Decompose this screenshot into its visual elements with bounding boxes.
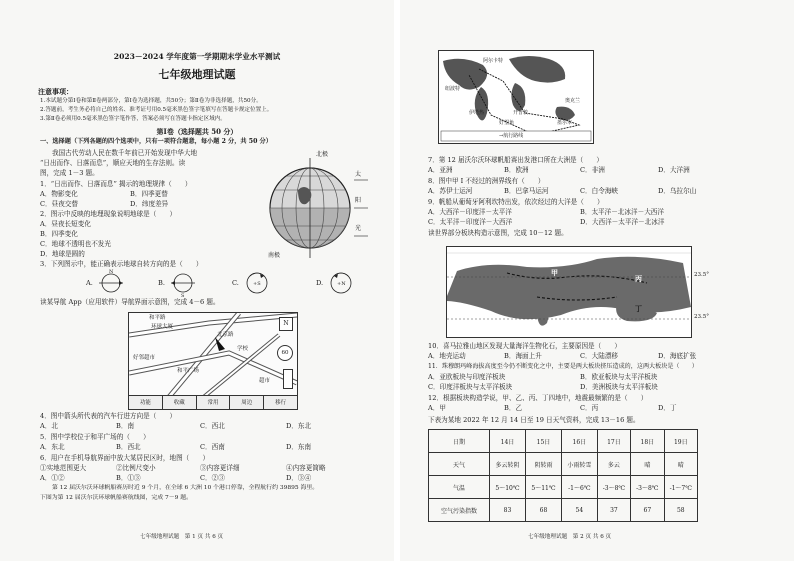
q9-option-c: C．太平洋－印度洋－大西洋 — [428, 218, 513, 226]
q11-option-d: D．美洲板块与太平洋板块 — [580, 383, 658, 391]
map-label-auckland: 奥克兰 — [565, 98, 581, 104]
q8-option-c: C．白令海峡 — [580, 187, 619, 195]
table-cell: 37 — [597, 499, 630, 522]
q12-stem: 12．根据板块构造学说，甲、乙、丙、丁四地中，地震最频繁的是（ ） — [428, 394, 648, 402]
plate-label-bing: 丙 — [635, 274, 642, 283]
q3-option-a-label: A. — [86, 279, 93, 287]
place-label-supermarket: 超市 — [259, 378, 271, 384]
q5-option-d: D．东南 — [286, 443, 312, 451]
map-label-cape-of-good-hope: 好望角 — [499, 120, 515, 126]
q1-option-b: B．四季更替 — [130, 190, 168, 198]
speed-limit-sign: 60 — [277, 345, 293, 361]
q8-option-b: B．巴拿马运河 — [504, 187, 549, 195]
q8-option-d: D．乌拉尔山 — [658, 187, 697, 195]
q1-option-d: D．纬度差异 — [130, 200, 169, 208]
map-label-cape-town: 开普敦 — [513, 110, 529, 116]
q11-option-c: C．印度洋板块与太平洋板块 — [428, 383, 513, 391]
q7-option-b: B．欧洲 — [504, 166, 529, 174]
q9-option-d: D．大西洋－太平洋－北冰洋 — [580, 218, 665, 226]
navigation-map — [128, 312, 298, 410]
q5-stem: 5．图中学校位于和平广场的（ ） — [40, 433, 150, 441]
q4-option-a: A．北 — [40, 422, 58, 430]
table-header-cell: 18日 — [631, 430, 664, 453]
q11-stem: 11．珠穆朗玛峰海拔高度至今仍不断变化之中，主要是两大板块挤压造成的，这两大板块是（ ） — [428, 363, 698, 370]
q10-option-c: C．大陆漂移 — [580, 352, 619, 360]
map-legend: →航行路线 — [499, 133, 524, 139]
q10-stem: 10．喜马拉雅山地区发现大量海洋生物化石，主要原因是（ ） — [428, 342, 622, 350]
q5-option-c: C．西南 — [200, 443, 225, 451]
q3-option-b-label: B. — [158, 279, 165, 287]
map-label-itajai: 伊塔热 — [469, 110, 485, 116]
zoom-control[interactable] — [283, 369, 293, 389]
notice-3: 3.第Ⅱ卷必须用0.5毫米黑色签字笔作答，答案必须写在答题卡指定区域内。 — [40, 116, 226, 122]
road-label-beijing: 北京路 — [217, 332, 234, 338]
map-button-common[interactable]: 常用 — [197, 396, 231, 410]
table-cell: 阴转雨 — [525, 453, 561, 476]
intro-line-3: 图，完成 1－3 题。 — [40, 169, 99, 177]
place-label-school: 学校 — [237, 346, 249, 352]
svg-text:N: N — [109, 269, 114, 275]
weather-intro: 下表为某地 2022 年 12 月 14 日至 19 日天气资料，完成 13－16 题。 — [428, 416, 640, 424]
table-cell: 小雨转雪 — [561, 453, 597, 476]
q4-option-d: D．东北 — [286, 422, 312, 430]
q3-rotation-diagram-b — [168, 268, 198, 298]
q2-stem: 2．图示中反映的地理现象说明地球是（ ） — [40, 210, 177, 218]
q7-stem: 7．第 12 届沃尔沃环球帆船赛出发港口所在大洲是（ ） — [428, 156, 604, 164]
svg-text:S: S — [181, 293, 185, 298]
globe-figure — [258, 150, 370, 262]
table-cell: 68 — [525, 499, 561, 522]
map-label-melbourne: 墨尔本 — [557, 120, 573, 126]
table-header-cell: 15日 — [525, 430, 561, 453]
table-row — [429, 476, 698, 499]
weather-table — [428, 429, 698, 522]
svg-text:+N: +N — [337, 281, 346, 287]
exam-page-2 — [400, 0, 794, 561]
q6-option-d: D．③④ — [286, 474, 312, 482]
q7-option-c: C．非洲 — [580, 166, 605, 174]
latitude-label-south: 23.5° — [694, 314, 709, 320]
q10-option-b: B．海面上升 — [504, 352, 542, 360]
table-cell: 空气污染指数 — [429, 499, 490, 522]
globe-label-sun-3: 光 — [355, 225, 362, 232]
table-header-cell: 14日 — [490, 430, 526, 453]
notice-title: 注意事项： — [38, 87, 73, 96]
table-row — [429, 430, 698, 453]
q5-option-a: A．东北 — [40, 443, 65, 451]
table-cell: 天气 — [429, 453, 490, 476]
table-header-cell: 19日 — [664, 430, 697, 453]
globe-label-south-pole: 南极 — [268, 252, 281, 259]
q7-intro-line-2: 下图为第 12 届沃尔沃环球帆船赛航线图，完成 7－9 题。 — [40, 495, 193, 501]
page-1-footer: 七年级地理试题 第 1 页 共 6 页 — [140, 534, 224, 540]
latitude-label-north: 23.5° — [694, 272, 709, 278]
intro-line-1: 我国古代劳动人民在数千年前已开始发现中华大地 — [52, 149, 198, 157]
q12-option-b: B．乙 — [504, 404, 523, 412]
sailing-route-map — [438, 50, 594, 144]
table-row — [429, 499, 698, 522]
exam-page-1 — [0, 0, 394, 561]
place-label-huanqiu-tower: 环球大厦 — [151, 324, 174, 330]
compass-icon: N — [279, 317, 293, 331]
table-cell: 晴 — [664, 453, 697, 476]
plate-intro: 读世界部分板块构造示意图，完成 10－12 题。 — [428, 229, 568, 237]
q4-option-c: C．西北 — [200, 422, 225, 430]
page-2-footer: 七年级地理试题 第 2 页 共 6 页 — [528, 534, 612, 540]
q1-option-a: A．物影变化 — [40, 190, 78, 198]
q8-option-a: A．苏伊士运河 — [428, 187, 473, 195]
map-button-nearby[interactable]: 周边 — [230, 396, 264, 410]
table-cell: -3～8℃ — [597, 476, 630, 499]
q7-intro-line-1: 第 12 届沃尔沃环球帆船赛历时近 9 个月，在全球 6 大洲 10 个港口停靠，全程航行约 39895 海里。 — [52, 485, 319, 491]
q6-statement-4: ④内容更简略 — [286, 464, 326, 472]
q11-option-b: B．欧亚板块与太平洋板块 — [580, 373, 658, 381]
table-cell: -3～8℃ — [631, 476, 664, 499]
q8-stem: 8．图中甲 I 不经过的洲界线有（ ） — [428, 177, 545, 185]
road-label-heping: 和平路 — [149, 315, 166, 321]
globe-label-north-pole: 北极 — [316, 151, 329, 158]
q7-option-d: D．大洋洲 — [658, 166, 690, 174]
nav-intro: 读某导航 App（应用软件）导航界面示意图，完成 4－6 题。 — [40, 298, 220, 306]
q6-statement-2: ②比例尺变小 — [116, 464, 156, 472]
q2-option-a: A．昼夜长短变化 — [40, 220, 91, 228]
plate-label-jia: 甲 — [551, 268, 558, 277]
q12-option-a: A．甲 — [428, 404, 446, 412]
table-row — [429, 453, 698, 476]
table-header-cell: 17日 — [597, 430, 630, 453]
plate-label-yi: 乙 — [569, 254, 576, 263]
q6-statement-1: ①实地范围更大 — [40, 464, 87, 472]
q3-rotation-diagram-c — [242, 268, 272, 298]
map-button-favorite[interactable]: 收藏 — [163, 396, 197, 410]
globe-label-sun-1: 太 — [355, 171, 362, 178]
table-cell: 54 — [561, 499, 597, 522]
q7-option-a: A．亚洲 — [428, 166, 453, 174]
q3-rotation-diagram-a — [96, 268, 126, 298]
q6-stem: 6．用户在手机导航界面中放大某居民区时，地图（ ） — [40, 454, 210, 462]
part1-heading: 第Ⅰ卷（选择题共 50 分） — [156, 127, 238, 136]
q9-stem: 9．帆船从葡萄牙阿利坎特出发，依次经过的大洋是（ ） — [428, 198, 604, 206]
table-cell: 5～11℃ — [525, 476, 561, 499]
table-cell: -1～7℃ — [664, 476, 697, 499]
exam-title: 七年级地理试题 — [158, 68, 236, 81]
place-label-heping-square: 和平广场 — [177, 368, 200, 374]
table-cell: 多云转阴 — [490, 453, 526, 476]
section1-heading: 一、选择题（下列各题的四个选项中，只有一项符合题意，每小题 2 分，共 50 分） — [40, 138, 272, 145]
q6-option-c: C．②③ — [200, 474, 225, 482]
table-cell: 83 — [490, 499, 526, 522]
notice-1: 1.本试题分第Ⅰ卷和第Ⅱ卷两部分，第Ⅰ卷为选择题，共50分；第Ⅱ卷为非选择题，共50分。 — [40, 98, 262, 104]
q11-option-a: A．亚欧板块与印度洋板块 — [428, 373, 506, 381]
q3-rotation-diagram-d — [326, 268, 356, 298]
map-button-function[interactable]: 功能 — [129, 396, 163, 410]
q12-option-d: D．丁 — [658, 404, 677, 412]
plate-map — [446, 246, 692, 338]
table-cell: 气温 — [429, 476, 490, 499]
q1-stem: 1．“日出而作、日落而息” 揭示的地理规律（ ） — [40, 180, 192, 188]
q3-option-c-label: C. — [232, 279, 239, 287]
map-label-newport: 纽波特 — [445, 86, 461, 92]
table-cell: -1～6℃ — [561, 476, 597, 499]
q2-option-c: C．地球不透明也不发光 — [40, 240, 111, 248]
place-label-haolinju-market: 好邻超市 — [133, 355, 156, 361]
svg-text:+S: +S — [253, 281, 261, 287]
notice-2: 2.答题前，考生务必将自己的姓名、准考证号用0.5毫米黑色签字笔填写在答题卡规定位置上。 — [40, 107, 273, 113]
map-button-move[interactable]: 移行 — [275, 400, 287, 406]
q4-option-b: B．南 — [116, 422, 135, 430]
table-cell: 5～10℃ — [490, 476, 526, 499]
q6-option-a: A．①② — [40, 474, 65, 482]
globe-label-sun-2: 阳 — [355, 197, 362, 204]
table-header-cell: 16日 — [561, 430, 597, 453]
table-cell: 58 — [664, 499, 697, 522]
q1-option-c: C．昼夜交替 — [40, 200, 79, 208]
q6-statement-3: ③内容更详细 — [200, 464, 240, 472]
world-map-drawing — [439, 51, 593, 143]
q10-option-d: D．海底扩张 — [658, 352, 697, 360]
table-cell: 67 — [631, 499, 664, 522]
table-cell: 多云 — [597, 453, 630, 476]
q3-option-d-label: D. — [316, 279, 324, 287]
map-button-bar — [129, 395, 297, 410]
q5-option-b: B．西北 — [116, 443, 141, 451]
q2-option-b: B．四季变化 — [40, 230, 78, 238]
q4-stem: 4．图中箭头所代表的汽车行进方向是（ ） — [40, 412, 177, 420]
q6-option-b: B．①③ — [116, 474, 141, 482]
q10-option-a: A．地壳运动 — [428, 352, 466, 360]
exam-header: 2023－2024 学年度第一学期期末学业水平测试 — [113, 52, 281, 61]
q9-option-b: B．太平洋－北冰洋－大西洋 — [580, 208, 664, 216]
table-cell: 晴 — [631, 453, 664, 476]
q3-stem: 3．下列图示中，能正确表示地球自转方向的是（ ） — [40, 260, 203, 268]
plate-label-ding: 丁 — [635, 304, 642, 313]
map-label-alicante: 阿尔卡特 — [483, 58, 504, 64]
q9-option-a: A．大西洋－印度洋－太平洋 — [428, 208, 512, 216]
table-header-cell: 日期 — [429, 430, 490, 453]
intro-line-2: “日出而作、日落而息”，顺应天地的生存法则。读 — [40, 159, 186, 167]
q2-option-d: D．地球是圆的 — [40, 250, 85, 258]
q12-option-c: C．丙 — [580, 404, 599, 412]
